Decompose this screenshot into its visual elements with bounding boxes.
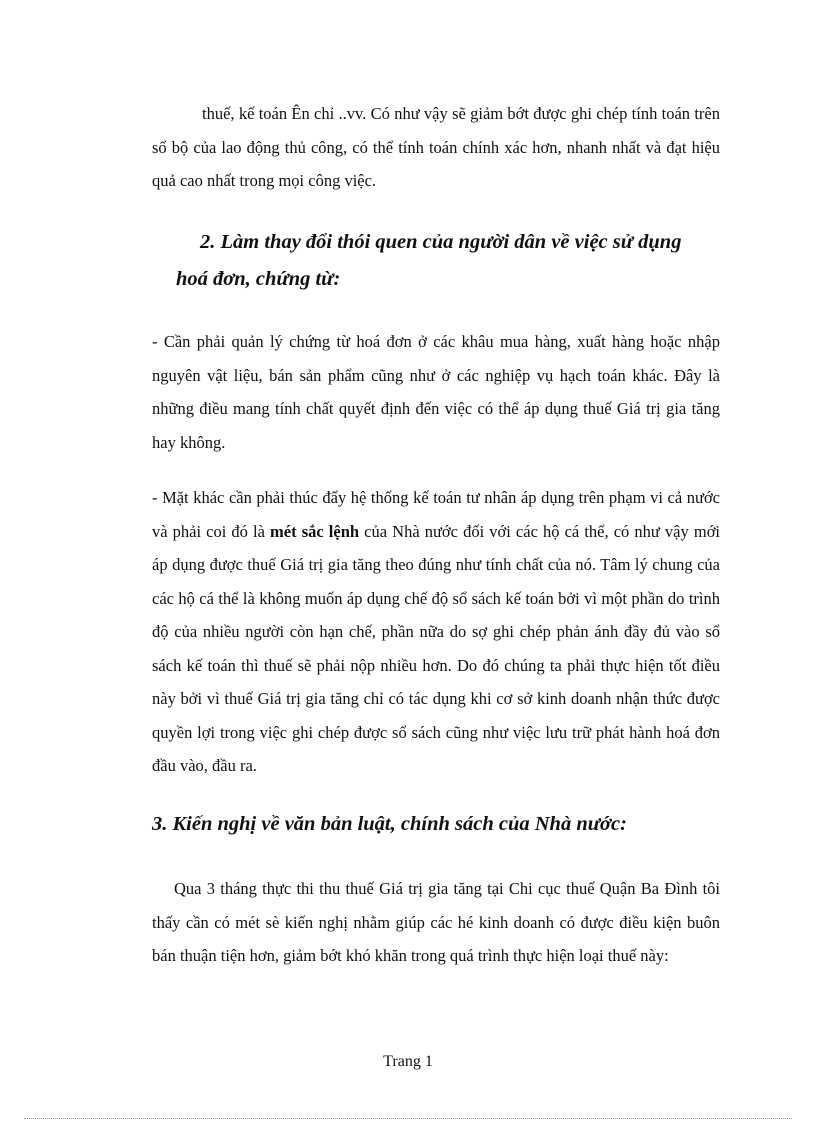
section-heading-2-line1: 2. Làm thay đổi thói quen của người dân về việc sử dụng [200, 231, 682, 253]
paragraph-recommendations: Qua 3 tháng thực thi thu thuế Giá trị gia tăng tại Chi cục thuế Quận Ba Đình tôi thấy cần có mét sè kiến nghị nhằm giúp các hé kinh doanh có được điều kiện buôn bán thuận tiện hơn, giảm bớt khó khăn trong quá trình thực hiện loại thuế này: [152, 879, 720, 965]
section-heading-2-line2: hoá đơn, chứng từ: [176, 268, 341, 290]
page-bottom-divider [24, 1118, 792, 1119]
paragraph-accounting-system [152, 481, 720, 783]
section-heading-2-continuation [176, 261, 716, 298]
section-heading-3 [152, 806, 732, 843]
section-heading-2 [200, 224, 740, 261]
paragraph-accounting-system-part2: của Nhà nước đối với các hộ cá thể, có như vậy mới áp dụng được thuế Giá trị gia tăng theo đúng như tính chất của nó. Tâm lý chung của các hộ cá thể là không muốn áp dụng chế độ sổ sách kế toán bởi vì một phần do trình độ của nhiều người còn hạn chế, phần nữa do sợ ghi chép phản ánh đầy đủ vào sổ sách kế toán thì thuế sẽ phải nộp nhiều hơn. Do đó chúng ta phải thực hiện tốt điều này bởi vì thuế Giá trị gia tăng chỉ có tác dụng khi cơ sở kinh doanh nhận thức được quyền lợi trong việc ghi chép được sổ sách cũng như việc lưu trữ phát hành hoá đơn đầu vào, đầu ra. [152, 521, 720, 775]
emphasized-decree-text: mét sắc lệnh [270, 521, 360, 541]
section-heading-3-text: 3. Kiến nghị về văn bản luật, chính sách của Nhà nước: [152, 813, 627, 835]
paragraph-intro-continuation: thuế, kế toán Ên chỉ ..vv. Có như vậy sẽ giảm bớt được ghi chép tính toán trên sổ bộ của lao động thủ công, có thể tính toán chính xác hơn, nhanh nhất và đạt hiệu quả cao nhất trong mọi công việc. [152, 104, 720, 190]
page-number: Trang 1 [383, 1053, 433, 1070]
paragraph-accounting-system-part1: - Mặt khác cần phải thúc đẩy hệ thống kế toán tư nhân áp dụng trên phạm vi cả nước và phải coi đó là [152, 488, 720, 541]
paragraph-invoice-management: - Cần phải quản lý chứng từ hoá đơn ở các khâu mua hàng, xuất hàng hoặc nhập nguyên vật liệu, bán sản phẩm cũng như ở các nghiệp vụ hạch toán khác. Đây là những điều mang tính chất quyết định đến việc có thể áp dụng thuế Giá trị gia tăng hay không. [152, 332, 720, 452]
